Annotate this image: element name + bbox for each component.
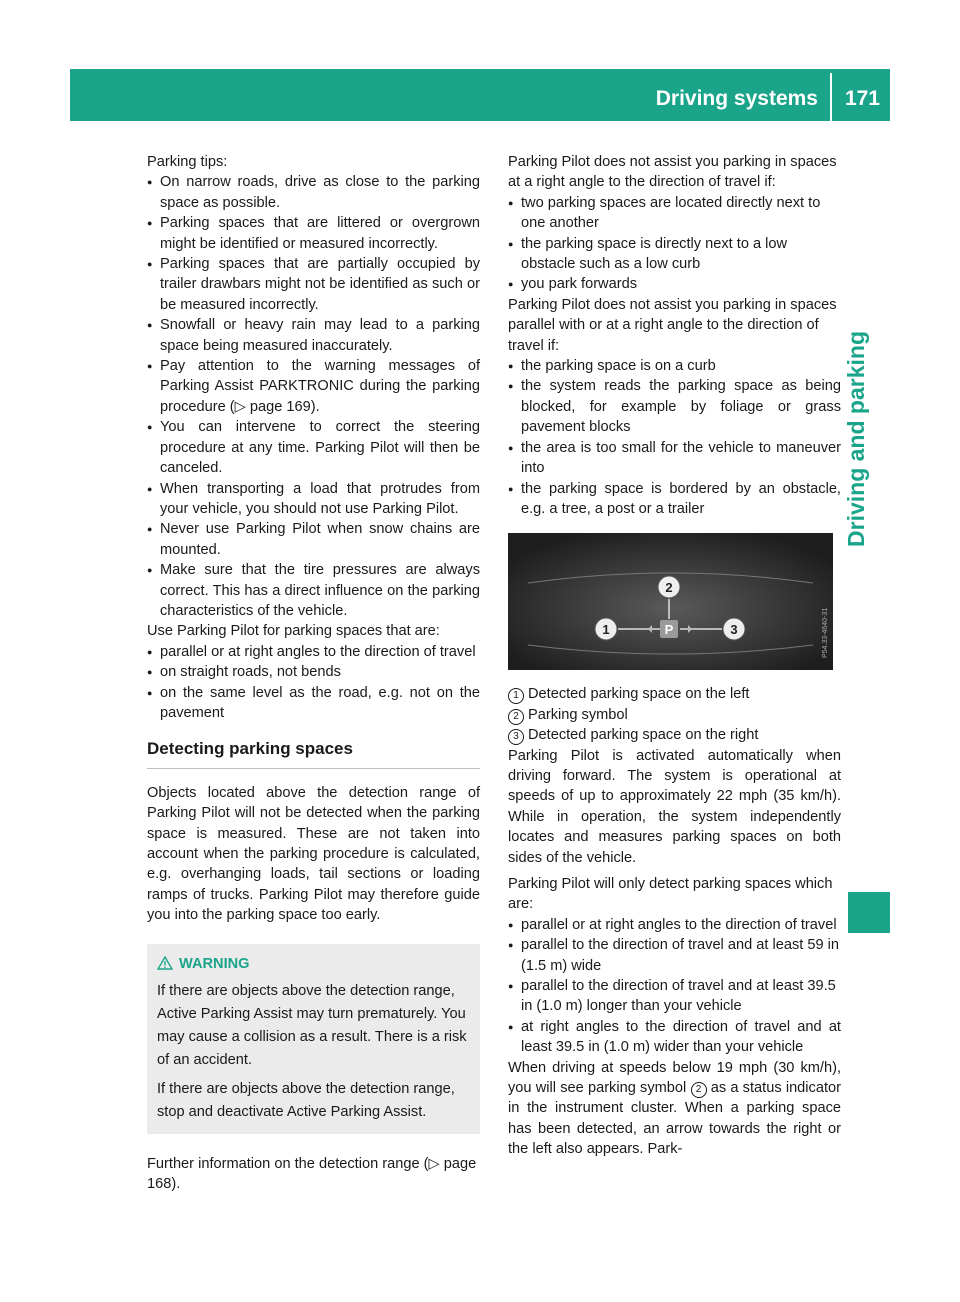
instrument-cluster-figure: [508, 533, 833, 670]
use-heading: Use Parking Pilot for parking spaces that are:: [147, 623, 440, 640]
right-column: [508, 152, 841, 1160]
section-heading: Detecting parking spaces: [147, 739, 480, 768]
use-list: [147, 642, 480, 724]
list-item: ● parallel or at right angles to the direction of travel: [147, 642, 480, 662]
list-item: ● Never use Parking Pilot when snow chains are mounted.: [147, 519, 480, 560]
list: [508, 193, 841, 295]
list: [508, 356, 841, 519]
callout-3: 3: [730, 622, 738, 638]
list-item: ● Parking spaces that are partially occupied by trailer drawbars might not be identified as such or be measured incorrectly.: [147, 254, 480, 315]
inline-callout: 2: [691, 1082, 707, 1098]
list-item: ● at right angles to the direction of travel and at least 39.5 in (1.0 m) wider than your vehicle: [508, 1017, 841, 1058]
list-item: ● Pay attention to the warning messages of Parking Assist PARKTRONIC during the parking procedure (▷ page 169).: [147, 356, 480, 417]
further-info: Further information on the detection range (▷ page 168).: [147, 1156, 477, 1193]
warning-title: WARNING: [179, 955, 250, 972]
side-tab-label: Driving and parking: [843, 331, 869, 547]
tips-list: [147, 172, 480, 621]
paragraph: [508, 1058, 841, 1160]
side-tab-marker: [848, 892, 890, 933]
list-item: ● When transporting a load that protrudes from your vehicle, you should not use Parking Pilot.: [147, 479, 480, 520]
list-item: ● the parking space is directly next to a low obstacle such as a low curb: [508, 234, 841, 275]
legend-item: [508, 684, 841, 704]
text-run: When driving at speeds below 19 mph (30 km/h), you will see parking symbol: [508, 1059, 841, 1097]
legend-text: Parking symbol: [528, 706, 628, 723]
list-item: ● you park forwards: [508, 274, 841, 294]
list-item: ● You can intervene to correct the steering procedure at any time. Parking Pilot will then be canceled.: [147, 417, 480, 478]
paragraph: Parking Pilot does not assist you parking in spaces at a right angle to the direction of travel if:: [508, 154, 837, 191]
figure-legend: [508, 684, 841, 745]
list-item: ● Make sure that the tire pressures are always correct. This has a direct influence on the parking characteristics of the vehicle.: [147, 560, 480, 621]
list: [508, 915, 841, 1058]
paragraph: Parking Pilot is activated automatically when driving forward. The system is operational at speeds of up to approximately 22 mph (35 km/h). While in operation, the system independently locates and measures parking spaces on both sides of the vehicle.: [508, 747, 841, 866]
list-item: ● the parking space is on a curb: [508, 356, 841, 376]
legend-number: 1: [508, 688, 524, 704]
list-item: ● the area is too small for the vehicle to maneuver into: [508, 438, 841, 479]
legend-text: Detected parking space on the right: [528, 727, 759, 744]
warning-header: [157, 954, 472, 974]
page-number: 171: [844, 87, 880, 110]
list-item: ● Snowfall or heavy rain may lead to a parking space being measured inaccurately.: [147, 315, 480, 356]
left-column: [147, 152, 480, 1195]
list-item: ● parallel to the direction of travel and at least 59 in (1.5 m) wide: [508, 935, 841, 976]
text-run: as a status indicator in the instrument cluster. When a parking space has been detected, an arrow towards the right or the left also appears. Park-: [508, 1080, 841, 1158]
legend-item: [508, 705, 841, 725]
list-item: ● on the same level as the road, e.g. not on the pavement: [147, 683, 480, 724]
list-item: ● two parking spaces are located directly next to one another: [508, 193, 841, 234]
list-item: ● parallel to the direction of travel and at least 39.5 in (1.0 m) longer than your vehicle: [508, 976, 841, 1017]
list-item: ● the system reads the parking space as being blocked, for example by foliage or grass pavement blocks: [508, 376, 841, 437]
list-item: ● parallel or at right angles to the direction of travel: [508, 915, 841, 935]
parking-display-illustration: [508, 533, 833, 670]
callout-2: 2: [665, 580, 673, 596]
figure-code: P54.33-4640-31: [822, 608, 829, 659]
legend-item: [508, 725, 841, 745]
list-item: ● On narrow roads, drive as close to the parking space as possible.: [147, 172, 480, 213]
warning-triangle-icon: [157, 956, 173, 970]
legend-text: Detected parking space on the left: [528, 686, 750, 703]
callout-1: 1: [602, 622, 610, 638]
page-header-bar: [70, 69, 890, 121]
parking-symbol: P: [664, 622, 674, 638]
section-title: Driving systems: [655, 87, 818, 110]
list-item: ● the parking space is bordered by an obstacle, e.g. a tree, a post or a trailer: [508, 479, 841, 520]
tips-heading: Parking tips:: [147, 154, 228, 170]
warning-text: If there are objects above the detection range, Active Parking Assist may turn prematurely. You may cause a collision as a result. There is a risk of an accident.: [157, 983, 467, 1069]
warning-text: If there are objects above the detection range, stop and deactivate Active Parking Assist.: [157, 1081, 455, 1121]
warning-box: [147, 944, 480, 1134]
paragraph: Parking Pilot does not assist you parking in spaces parallel with or at a right angle to the direction of travel if:: [508, 296, 837, 354]
list-item: ● on straight roads, not bends: [147, 662, 480, 682]
paragraph: Parking Pilot will only detect parking spaces which are:: [508, 875, 833, 913]
header-divider: [830, 73, 832, 121]
section-paragraph: Objects located above the detection range of Parking Pilot will not be detected when the parking space is measured. These are not taken into account when the parking procedure is calculated, e.g. overhanging loads, tail sections or loading ramps of trucks. Parking Pilot may therefore guide you into the parking space too early.: [147, 784, 480, 924]
legend-number: 3: [508, 729, 524, 745]
list-item: ● Parking spaces that are littered or overgrown might be identified or measured incorrectly.: [147, 213, 480, 254]
legend-number: 2: [508, 709, 524, 725]
side-tab: [843, 121, 890, 1202]
